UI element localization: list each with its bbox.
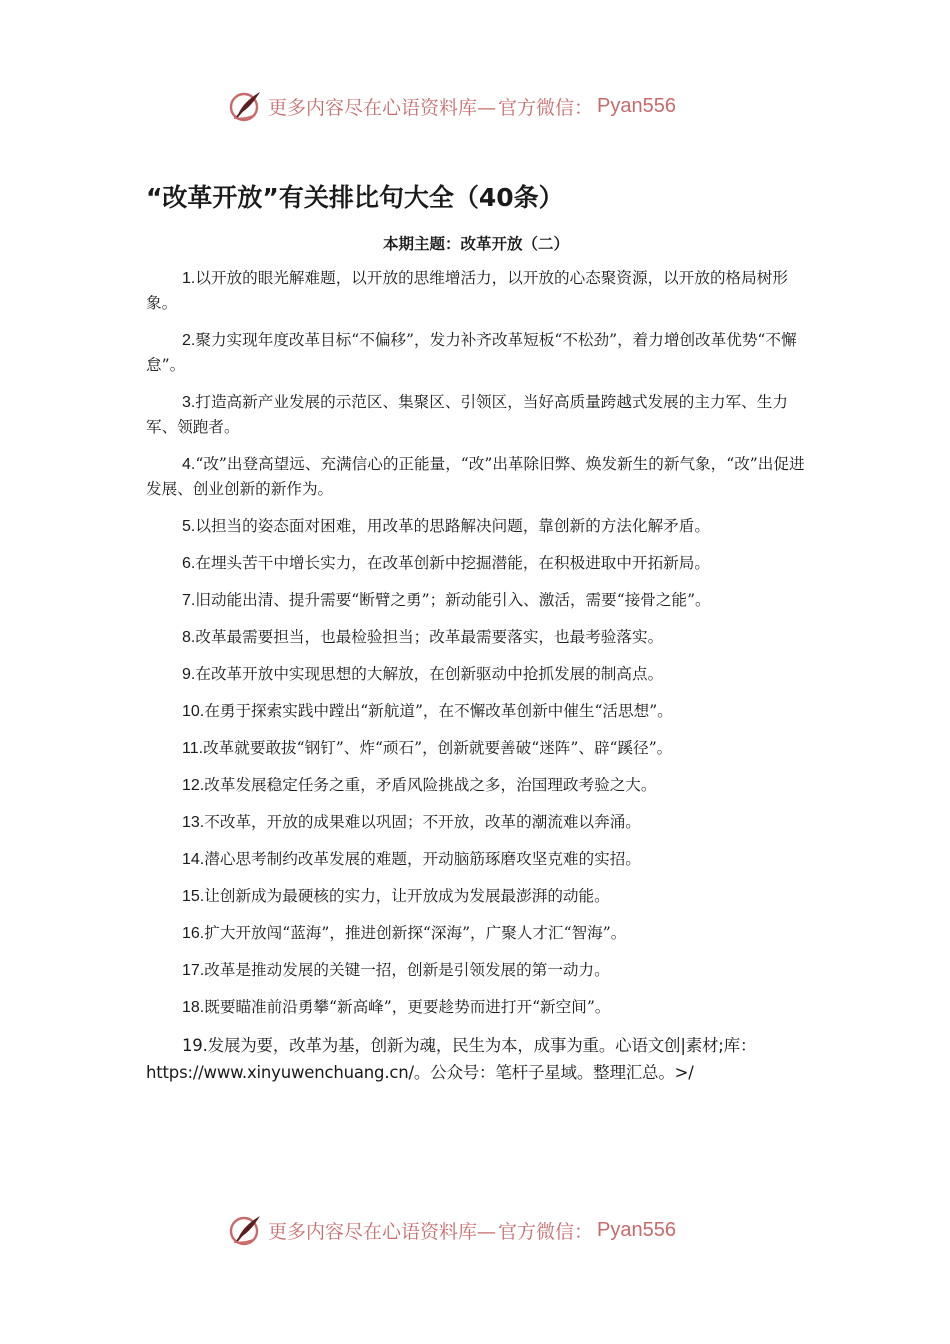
item-number: 7.: [182, 592, 196, 609]
list-item: [146, 625, 810, 650]
list-item: [146, 588, 810, 613]
item-text: 以担当的姿态面对困难，用改革的思路解决问题，靠创新的方法化解矛盾。: [195, 517, 710, 535]
list-item: [146, 514, 810, 539]
item-number: 8.: [182, 629, 196, 646]
item-text: 潜心思考制约改革发展的难题，开动脑筋琢磨攻坚克难的实招。: [204, 850, 641, 868]
item-text: 扩大开放闯“蓝海”，推进创新探“深海”，广聚人才汇“智海”。: [204, 924, 627, 942]
list-item: [146, 699, 810, 724]
document-subtitle: 本期主题：改革开放（二）: [382, 235, 569, 253]
list-item: [146, 266, 810, 316]
banner-wechat-label: 官方微信：: [498, 96, 594, 119]
banner-text: 更多内容尽在心语资料库—: [268, 1220, 497, 1243]
item-text: 旧动能出清、提升需要“断臂之勇”；新动能引入、激活，需要“接骨之能”。: [195, 591, 711, 609]
item-number: 2.: [182, 332, 196, 349]
list-item: [146, 1032, 810, 1086]
item-number: 1.: [182, 270, 196, 287]
item-number: 11.: [182, 740, 204, 757]
item-text: 聚力实现年度改革目标“不偏移”，发力补齐改革短板“不松劲”，着力增创改革优势“不懈怠”。: [146, 331, 797, 374]
list-item: [146, 551, 810, 576]
item-number: 13.: [182, 814, 205, 831]
item-text: 在埋头苦干中增长实力，在改革创新中挖掘潜能，在积极进取中开拓新局。: [195, 554, 710, 572]
item-text: 不改革，开放的成果难以巩固；不开放，改革的潮流难以奔涌。: [204, 813, 641, 831]
item-number: 12.: [182, 777, 205, 794]
item-number: 18.: [182, 999, 205, 1016]
item-text: 以开放的眼光解难题，以开放的思维增活力，以开放的心态聚资源，以开放的格局树形象。: [146, 269, 788, 312]
item-number: 16.: [182, 925, 205, 942]
list-item: [146, 847, 810, 872]
header-banner: [228, 86, 748, 126]
list-item: [146, 884, 810, 909]
item-text: “改”出登高望远、充满信心的正能量，“改”出革除旧弊、焕发新生的新气象，“改”出促进发展、创业创新的新作为。: [146, 455, 805, 498]
item-number: 15.: [182, 888, 205, 905]
banner-wechat-label: 官方微信：: [498, 1220, 594, 1243]
list-item: [146, 958, 810, 983]
footer-banner: [228, 1210, 748, 1250]
quill-logo-icon: [228, 1212, 264, 1248]
item-number: 4.: [182, 456, 196, 473]
item-text: 改革是推动发展的关键一招，创新是引领发展的第一动力。: [204, 961, 610, 979]
list-item: [146, 328, 810, 378]
list-item: [146, 995, 810, 1020]
item-text: 发展为要，改革为基，创新为魂，民生为本，成事为重。心语文创|素材;库：https://www.xinyuwenchuang.cn/。公众号：笔杆子星域。整理汇总。>/: [146, 1036, 757, 1082]
item-text: 改革发展稳定任务之重，矛盾风险挑战之多，治国理政考验之大。: [204, 776, 657, 794]
item-text: 既要瞄准前沿勇攀“新高峰”，更要趁势而进打开“新空间”。: [204, 998, 611, 1016]
item-number: 6.: [182, 555, 196, 572]
list-item: [146, 390, 810, 440]
item-text: 改革最需要担当，也最检验担当；改革最需要落实，也最考验落实。: [195, 628, 664, 646]
list-item: [146, 921, 810, 946]
item-number: 5.: [182, 518, 196, 535]
item-number: 19.: [182, 1036, 208, 1055]
list-item: [146, 662, 810, 687]
banner-wechat-id: Pyan556: [597, 1218, 676, 1241]
banner-text: 更多内容尽在心语资料库—: [268, 96, 497, 119]
item-number: 10.: [182, 703, 205, 720]
item-number: 14.: [182, 851, 205, 868]
quill-logo-icon: [228, 88, 264, 124]
parallelism-list: [146, 266, 810, 1098]
document-title: “改革开放”有关排比句大全（40条）: [146, 183, 564, 212]
item-text: 在改革开放中实现思想的大解放，在创新驱动中抢抓发展的制高点。: [195, 665, 664, 683]
list-item: [146, 810, 810, 835]
list-item: [146, 452, 810, 502]
item-number: 3.: [182, 394, 196, 411]
item-text: 让创新成为最硬核的实力，让开放成为发展最澎湃的动能。: [204, 887, 610, 905]
item-text: 改革就要敢拔“钢钉”、炸“顽石”，创新就要善破“迷阵”、辟“蹊径”。: [203, 739, 673, 757]
item-text: 在勇于探索实践中蹚出“新航道”，在不懈改革创新中催生“活思想”。: [204, 702, 673, 720]
banner-wechat-id: Pyan556: [597, 94, 676, 117]
list-item: [146, 773, 810, 798]
item-text: 打造高新产业发展的示范区、集聚区、引领区，当好高质量跨越式发展的主力军、生力军、领跑者。: [146, 393, 788, 436]
item-number: 17.: [182, 962, 205, 979]
list-item: [146, 736, 810, 761]
item-number: 9.: [182, 666, 196, 683]
